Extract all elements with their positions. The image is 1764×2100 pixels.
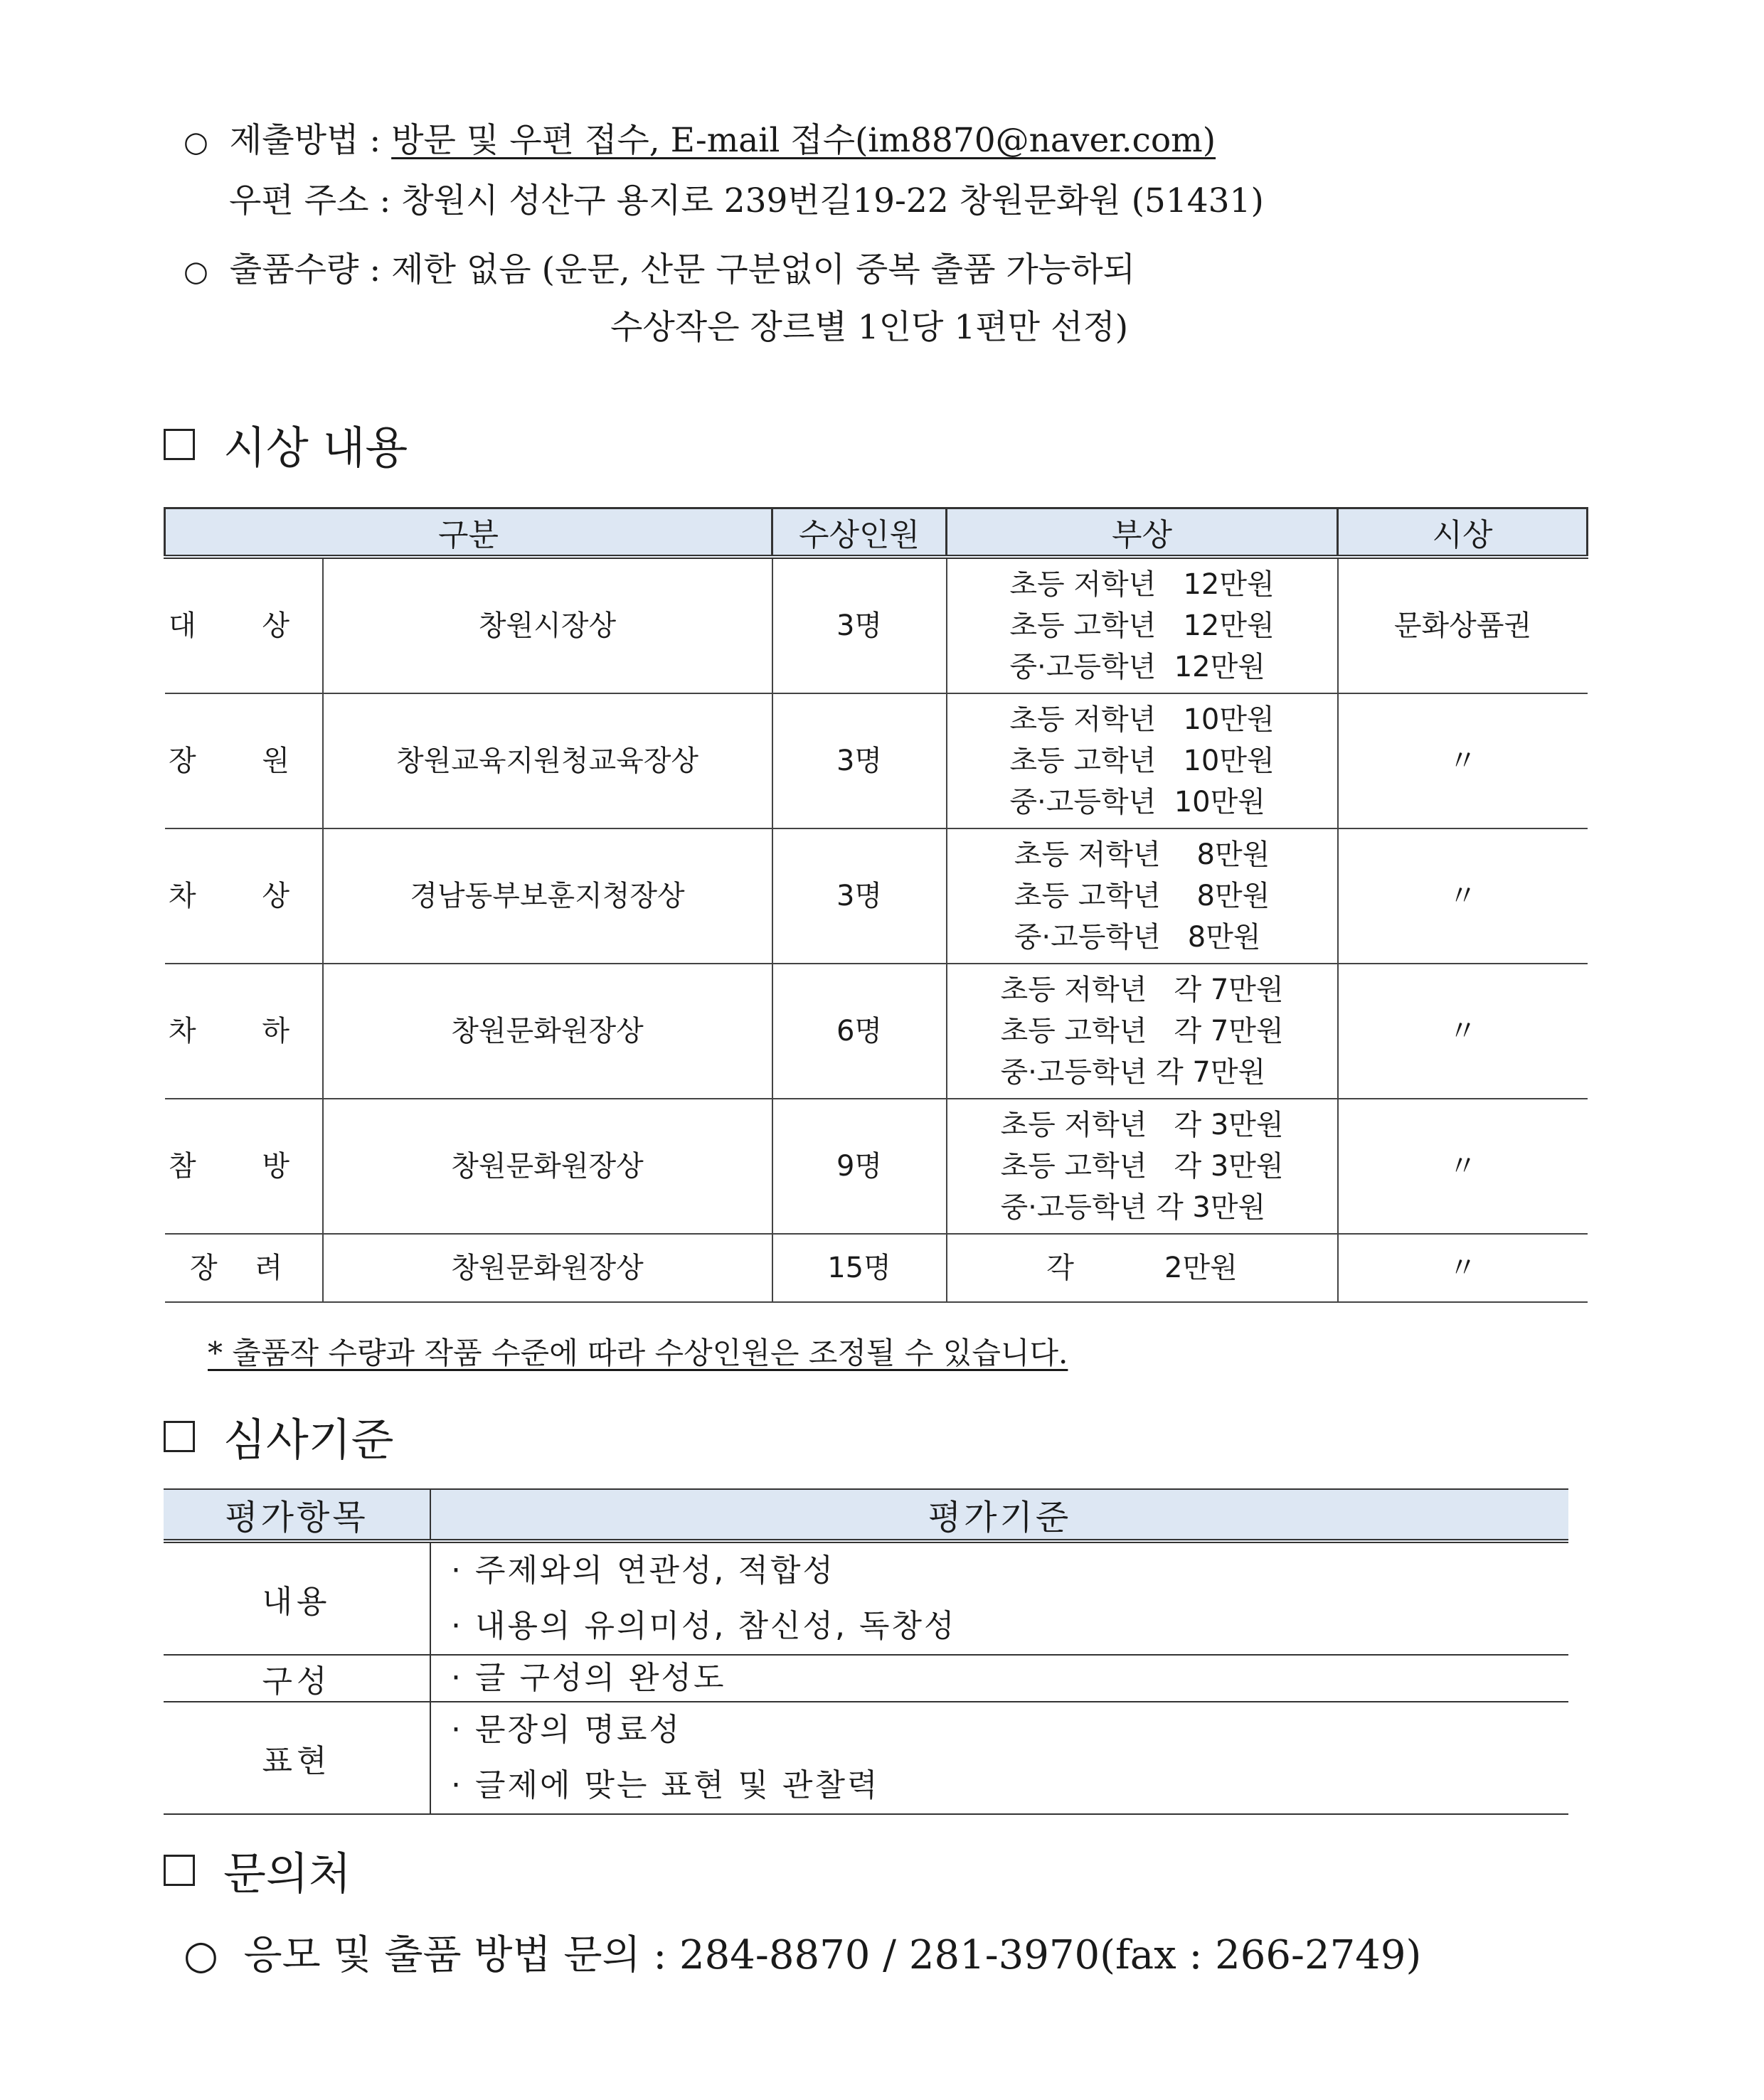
- contact-section-title-text: 문의처: [223, 1848, 351, 1899]
- award-name: 창원시장상: [323, 557, 772, 693]
- checkbox-icon: [164, 429, 195, 460]
- table-row: [165, 1234, 1588, 1302]
- contact-line: [184, 1924, 1421, 1981]
- submission-quantity-text: 출품수량 : 제한 없음 (운문, 산문 구분없이 중복 출품 가능하되: [229, 250, 1136, 289]
- award-count: 3명: [772, 557, 947, 693]
- eval-criteria: · 주제와의 연관성, 적합성 · 내용의 유의미성, 참신성, 독창성: [430, 1541, 1568, 1655]
- award-name: 창원교육지원청교육장상: [323, 693, 772, 828]
- award-category: 장 려: [165, 1234, 323, 1302]
- awards-note: * 출품작 수량과 작품 수준에 따라 수상인원은 조정될 수 있습니다.: [208, 1336, 1068, 1370]
- award-category: 차 상: [165, 828, 323, 964]
- award-count: 3명: [772, 693, 947, 828]
- award-ceremony: 문화상품권: [1338, 557, 1588, 693]
- award-category: 참 방: [165, 1099, 323, 1234]
- award-name: 창원문화원장상: [323, 964, 772, 1099]
- award-ceremony: 〃: [1338, 828, 1588, 964]
- eval-criteria: · 글 구성의 완성도: [430, 1655, 1568, 1702]
- header-prize: 부상: [947, 508, 1338, 558]
- award-prize: 초등 저학년 10만원 초등 고학년 10만원 중·고등학년 10만원: [947, 693, 1338, 828]
- award-category: 장 원: [165, 693, 323, 828]
- award-count: 6명: [772, 964, 947, 1099]
- eval-item: 구성: [164, 1655, 430, 1702]
- award-ceremony: 〃: [1338, 1234, 1588, 1302]
- awards-section-title-text: 시상 내용: [223, 422, 408, 474]
- award-prize: 초등 저학년 각 7만원 초등 고학년 각 7만원 중·고등학년 각 7만원: [947, 964, 1338, 1099]
- judging-section-title: [164, 1405, 394, 1468]
- awards-section-title: [164, 412, 408, 476]
- header-eval-item: 평가항목: [164, 1489, 430, 1541]
- award-ceremony: 〃: [1338, 1099, 1588, 1234]
- header-category: 구분: [165, 508, 772, 558]
- contact-text: 응모 및 출품 방법 문의 : 284-8870 / 281-3970(fax : 266-2749): [243, 1932, 1422, 1978]
- bullet-circle: ○: [184, 126, 208, 159]
- award-prize: 초등 저학년 8만원 초등 고학년 8만원 중·고등학년 8만원: [947, 828, 1338, 964]
- awards-table: [164, 507, 1588, 1303]
- eval-criteria: · 문장의 명료성 · 글제에 맞는 표현 및 관찰력: [430, 1702, 1568, 1814]
- postal-address: 우편 주소 : 창원시 성산구 용지로 239번길19-22 창원문화원 (51431): [229, 181, 1264, 220]
- judging-section-title-text: 심사기준: [223, 1414, 394, 1466]
- judging-table: [164, 1488, 1568, 1815]
- submission-method-label: 제출방법 :: [229, 121, 392, 160]
- eval-item: 표현: [164, 1702, 430, 1814]
- submission-quantity-note: 수상작은 장르별 1인당 1편만 선정): [610, 308, 1129, 347]
- checkbox-icon: [164, 1855, 195, 1886]
- submission-quantity-line: [184, 243, 1135, 291]
- header-count: 수상인원: [772, 508, 947, 558]
- award-ceremony: 〃: [1338, 964, 1588, 1099]
- award-name: 창원문화원장상: [323, 1099, 772, 1234]
- award-prize: 각 2만원: [947, 1234, 1338, 1302]
- header-eval-criteria: 평가기준: [430, 1489, 1568, 1541]
- award-count: 9명: [772, 1099, 947, 1234]
- awards-table-header: [165, 508, 1588, 558]
- table-row: [164, 1655, 1568, 1702]
- award-count: 3명: [772, 828, 947, 964]
- award-prize: 초등 저학년 12만원 초등 고학년 12만원 중·고등학년 12만원: [947, 557, 1338, 693]
- eval-item: 내용: [164, 1541, 430, 1655]
- table-row: [165, 828, 1588, 964]
- bullet-circle: ○: [184, 1932, 218, 1978]
- table-row: [165, 557, 1588, 693]
- checkbox-icon: [164, 1421, 195, 1452]
- table-row: [165, 1099, 1588, 1234]
- header-ceremony: 시상: [1338, 508, 1588, 558]
- submission-method-value: 방문 및 우편 접수, E-mail 접수(im8870@naver.com): [391, 121, 1216, 160]
- submission-method-line: [184, 114, 1216, 161]
- award-category: 차 하: [165, 964, 323, 1099]
- award-name: 창원문화원장상: [323, 1234, 772, 1302]
- contact-section-title: [164, 1838, 351, 1902]
- bullet-circle: ○: [184, 255, 208, 288]
- award-count: 15명: [772, 1234, 947, 1302]
- table-row: [164, 1702, 1568, 1814]
- award-prize: 초등 저학년 각 3만원 초등 고학년 각 3만원 중·고등학년 각 3만원: [947, 1099, 1338, 1234]
- judging-table-header: [164, 1489, 1568, 1541]
- table-row: [165, 964, 1588, 1099]
- table-row: [164, 1541, 1568, 1655]
- award-name: 경남동부보훈지청장상: [323, 828, 772, 964]
- award-category: 대 상: [165, 557, 323, 693]
- award-ceremony: 〃: [1338, 693, 1588, 828]
- table-row: [165, 693, 1588, 828]
